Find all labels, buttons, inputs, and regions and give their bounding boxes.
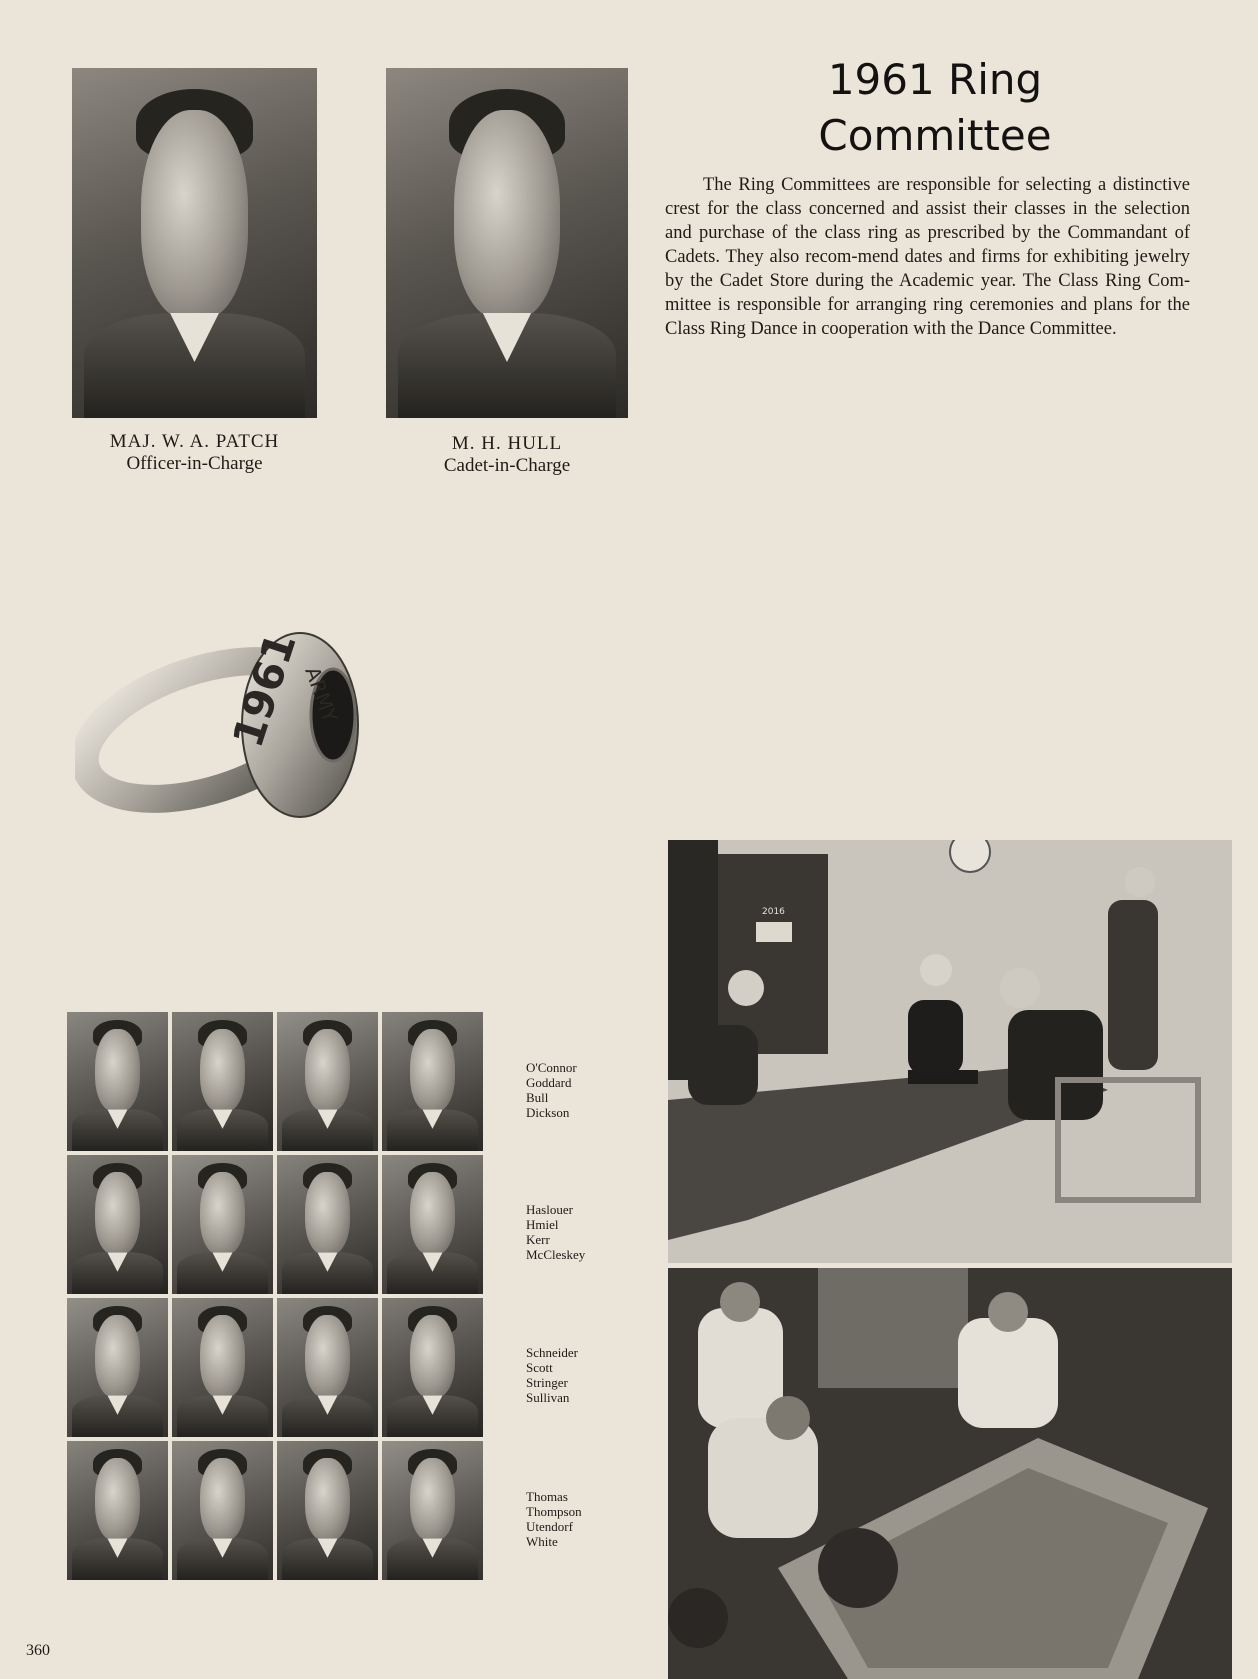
worker-center [958, 1318, 1058, 1428]
officer-portrait [72, 68, 317, 418]
member-name: McCleskey [526, 1247, 586, 1262]
member-portrait [172, 1298, 273, 1437]
member-portrait [382, 1298, 483, 1437]
member-name: Dickson [526, 1105, 570, 1120]
wall-clock-icon [950, 840, 990, 872]
member-portrait [277, 1012, 378, 1151]
page-title [770, 52, 1100, 164]
member-portrait [67, 1441, 168, 1580]
member-portrait [277, 1298, 378, 1437]
ring-year-text: 1961 [222, 626, 306, 754]
seated-officer [688, 1025, 758, 1105]
portrait-head [95, 1029, 139, 1112]
member-name: Schneider [526, 1345, 578, 1360]
page-number: 360 [26, 1642, 50, 1659]
portrait-face [454, 110, 560, 320]
member-name: Thompson [526, 1504, 582, 1519]
portrait-head [200, 1172, 244, 1255]
committee-meeting-photo [668, 840, 1232, 1263]
worker-leaning [708, 1418, 818, 1538]
portrait-head [200, 1458, 244, 1541]
member-name: Haslouer [526, 1202, 573, 1217]
portrait-head [95, 1315, 139, 1398]
portrait-head [305, 1458, 349, 1541]
portrait-head [200, 1029, 244, 1112]
member-portrait [172, 1155, 273, 1294]
portrait-head [305, 1029, 349, 1112]
member-names-row-1 [526, 1060, 577, 1120]
member-portrait [67, 1155, 168, 1294]
workshop-scene [668, 1268, 1232, 1679]
member-name: Hmiel [526, 1217, 559, 1232]
member-name: Kerr [526, 1232, 550, 1247]
portrait-head [95, 1172, 139, 1255]
ring-design-work-photo [668, 1268, 1232, 1679]
seated-man [908, 1000, 963, 1075]
portrait-head [410, 1172, 454, 1255]
portrait-head [410, 1315, 454, 1398]
committee-description: The Ring Committees are responsible for selecting a distinctive crest for the class concerned and assist their classes in the selection and purchase of the class ring as prescribed by the Commandant of Cadets. They also recom-mend dates and firms for exhibiting jewelry by the Cadet Store during the Academic year. The Class Ring Com-mittee is responsible for arranging ring ceremonies and plans for the Class Ring Dance in cooperation with the Dance Committee. [665, 175, 1190, 339]
cadet-name: M. H. HULL [451, 433, 563, 454]
officer-name: MAJ. W. A. PATCH [109, 431, 280, 452]
portrait-face [141, 110, 249, 320]
member-name: Utendorf [526, 1519, 573, 1534]
member-names-row-2 [526, 1202, 585, 1262]
member-portrait-grid [67, 1012, 491, 1580]
member-portrait [67, 1012, 168, 1151]
member-name: White [526, 1534, 558, 1549]
meeting-scene [668, 840, 1232, 1263]
title-line-1: 1961 Ring [827, 55, 1043, 104]
cadet-caption [386, 433, 628, 477]
door-number: 2016 [762, 907, 785, 917]
member-names-row-4 [526, 1489, 582, 1549]
class-ring-image [75, 615, 375, 840]
member-name: Goddard [526, 1075, 572, 1090]
member-portrait [277, 1441, 378, 1580]
portrait-head [95, 1458, 139, 1541]
member-names-row-3 [526, 1345, 578, 1405]
member-name: Bull [526, 1090, 549, 1105]
title-line-2: Committee [818, 111, 1052, 160]
cadet-role: Cadet-in-Charge [443, 455, 571, 476]
portrait-head [410, 1458, 454, 1541]
member-portrait [172, 1441, 273, 1580]
member-name: Scott [526, 1360, 553, 1375]
ring-inscription-text: ARMY [300, 663, 343, 726]
portrait-head [305, 1315, 349, 1398]
member-portrait [382, 1012, 483, 1151]
member-name: Thomas [526, 1489, 568, 1504]
portrait-head [200, 1315, 244, 1398]
member-portrait [277, 1155, 378, 1294]
standing-figure [1108, 900, 1158, 1070]
officer-role: Officer-in-Charge [126, 453, 263, 474]
member-portrait [172, 1012, 273, 1151]
officer-caption [72, 431, 317, 475]
portrait-head [410, 1029, 454, 1112]
portrait-head [305, 1172, 349, 1255]
member-portrait [382, 1441, 483, 1580]
office-door [718, 854, 828, 1054]
member-name: Stringer [526, 1375, 568, 1390]
cadet-portrait [386, 68, 628, 418]
member-name: O'Connor [526, 1060, 577, 1075]
worker-foreground [818, 1528, 898, 1608]
member-portrait [67, 1298, 168, 1437]
member-name: Sullivan [526, 1390, 570, 1405]
member-portrait [382, 1155, 483, 1294]
